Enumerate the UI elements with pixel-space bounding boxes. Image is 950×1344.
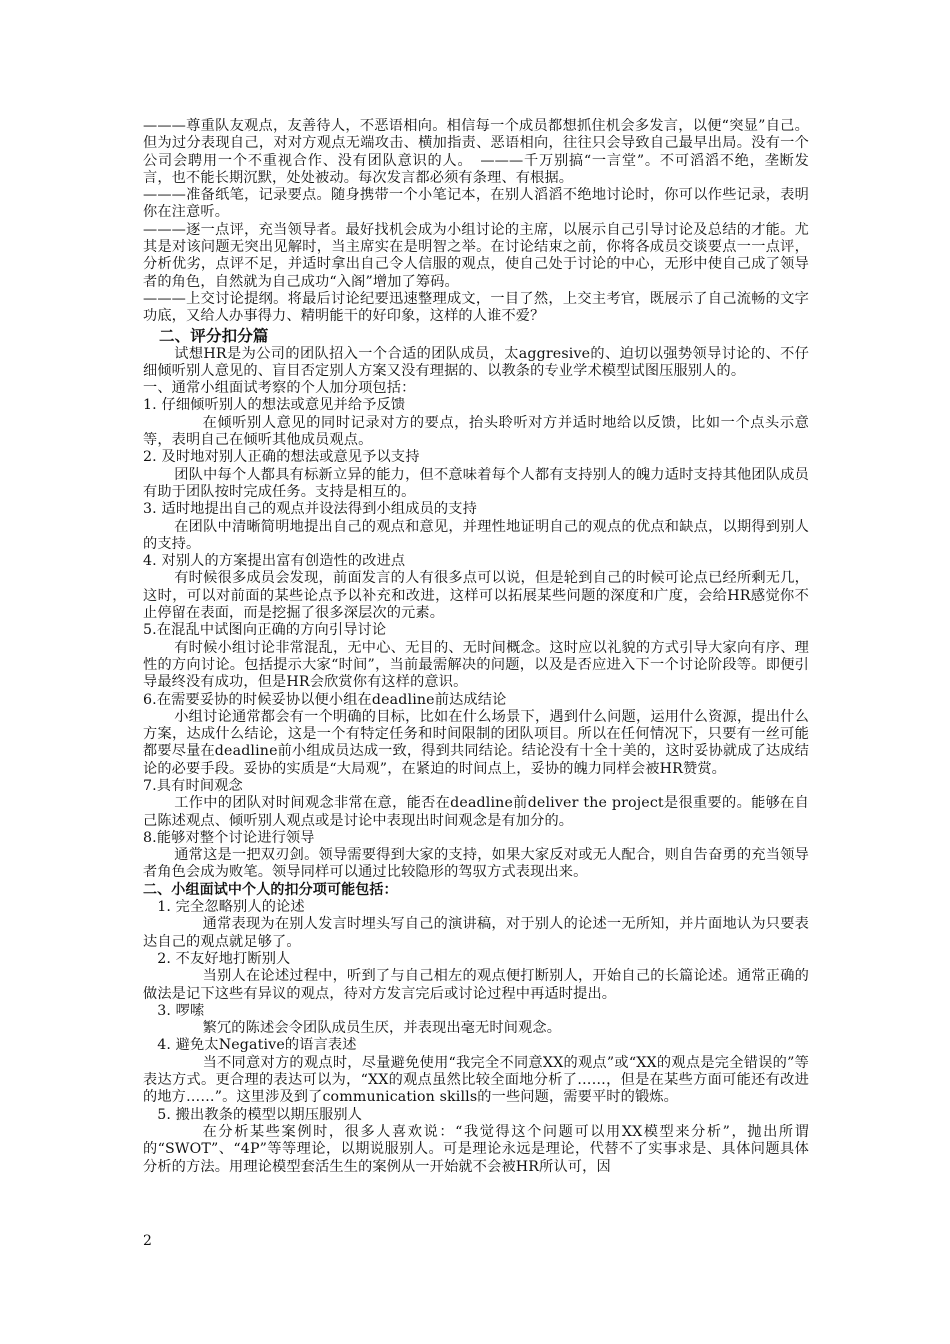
paragraph: 有时候小组讨论非常混乱，无中心、无目的、无时间概念。这时应以礼貌的方式引导大家向有序、理性的方向讨论。包括提示大家“时间”，当前最需解决的问题，以及是否应进入下一个讨论阶段等。即便引导最终没有成功，但是HR会欣赏你有这样的意识。 bbox=[143, 639, 809, 691]
paragraph: 7.具有时间观念 bbox=[143, 777, 243, 794]
paragraph: 当别人在论述过程中，听到了与自己相左的观点便打断别人，开始自己的长篇论述。通常正确的做法是记下这些有异议的观点，待对方发言完后或讨论过程中再适时提出。 bbox=[143, 968, 809, 1002]
paragraph: 在团队中清晰简明地提出自己的观点和意见，并理性地证明自己的观点的优点和缺点，以期得到别人的支持。 bbox=[143, 518, 809, 552]
paragraph: 通常表现为在别人发言时埋头写自己的演讲稿，对于别人的论述一无所知，并片面地认为只要表达自己的观点就足够了。 bbox=[143, 916, 809, 950]
paragraph: 2. 及时地对别人正确的想法或意见予以支持 bbox=[143, 449, 420, 466]
paragraph: 试想HR是为公司的团队招入一个合适的团队成员，太aggresive的、迫切以强势领导讨论的、不仔细倾听别人意见的、盲目否定别人方案又没有理据的、以教条的专业学术模型试图压服别人的。 bbox=[143, 345, 809, 379]
paragraph: 1. 仔细倾听别人的想法或意见并给予反馈 bbox=[143, 397, 406, 414]
paragraph: 在倾听别人意见的同时记录对方的要点，抬头聆听对方并适时地给以反馈，比如一个点头示意等，表明自己在倾听其他成员观点。 bbox=[143, 414, 809, 449]
paragraph: 在分析某些案例时，很多人喜欢说：“我觉得这个问题可以用XX模型来分析”，抛出所谓的“SWOT”、“4P”等等理论，以期说服别人。可是理论永远是理论，代替不了实事求是、具体问题具体分析的方法。用理论模型套活生生的案例从一开始就不会被HR所认可，因 bbox=[143, 1123, 809, 1175]
paragraph: 1. 完全忽略别人的论述 bbox=[157, 899, 305, 916]
paragraph: 3. 适时地提出自己的观点并设法得到小组成员的支持 bbox=[143, 501, 477, 518]
paragraph: 2. 不友好地打断别人 bbox=[157, 950, 291, 967]
paragraph: 繁冗的陈述会令团队成员生厌，并表现出毫无时间观念。 bbox=[202, 1020, 562, 1037]
paragraph: 通常这是一把双刃剑。领导需要得到大家的支持，如果大家反对或无人配合，则自告奋勇的充当领导者角色会成为败笔。领导同样可以通过比较隐形的驾驭方式表现出来。 bbox=[143, 847, 809, 881]
paragraph: ———准备纸笔，记录要点。随身携带一个小笔记本，在别人滔滔不绝地讨论时，你可以作些记录，表明你在注意听。 bbox=[143, 187, 809, 221]
paragraph: 5.在混乱中试图向正确的方向引导讨论 bbox=[143, 622, 387, 639]
paragraph: 一、通常小组面试考察的个人加分项包括： bbox=[143, 380, 416, 397]
paragraph: 4. 对别人的方案提出富有创造性的改进点 bbox=[143, 553, 406, 570]
paragraph: 6.在需要妥协的时候妥协以便小组在deadline前达成结论 bbox=[143, 691, 507, 708]
paragraph: 3. 啰嗦 bbox=[157, 1002, 205, 1019]
paragraph: 4. 避免太Negative的语言表述 bbox=[157, 1037, 357, 1054]
paragraph: ———尊重队友观点，友善待人，不恶语相向。相信每一个成员都想抓住机会多发言，以便“突显”自己。但为过分表现自己，对对方观点无端攻击、横加指责、恶语相向，往往只会导致自己最早出局。没有一个公司会聘用一个不重视合作、没有团队意识的人。 ———千万别搞“一言堂”。不可滔滔不绝，垄断发言，也不能长期沉默，处处被动。每次发言都必须有条理、有根据。 bbox=[143, 118, 809, 186]
paragraph: ———逐一点评，充当领导者。最好找机会成为小组讨论的主席，以展示自己引导讨论及总结的才能。尤其是对该问题无突出见解时，当主席实在是明智之举。在讨论结束之前，你将各成员交谈要点一一点评，分析优劣，点评不足，并适时拿出自己令人信服的观点，使自己处于讨论的中心，无形中使自己成了领导者的角色，自然就为自己成功“入阁”增加了筹码。 bbox=[143, 221, 809, 290]
paragraph: 小组讨论通常都会有一个明确的目标，比如在什么场景下，遇到什么问题，运用什么资源，提出什么方案，达成什么结论，这是一个有特定任务和时间限制的团队项目。所以在任何情况下，只要有一丝可能都要尽量在deadline前小组成员达成一致，得到共同结论。结论没有十全十美的，这时妥协就成了达成结论的必要手段。妥协的实质是“大局观”，在紧迫的时间点上，妥协的魄力同样会被HR赞赏。 bbox=[143, 708, 809, 777]
page-number: 2 bbox=[143, 1233, 152, 1249]
paragraph: 8.能够对整个讨论进行领导 bbox=[143, 829, 315, 846]
paragraph: 5. 搬出教条的模型以期压服别人 bbox=[157, 1106, 363, 1123]
paragraph: ———上交讨论提纲。将最后讨论纪要迅速整理成文，一目了然，上交主考官，既展示了自己流畅的文字功底，又给人办事得力、精明能干的好印象，这样的人谁不爱？ bbox=[143, 290, 809, 325]
paragraph: 团队中每个人都具有标新立异的能力，但不意味着每个人都有支持别人的魄力适时支持其他团队成员有助于团队按时完成任务。支持是相互的。 bbox=[143, 466, 809, 500]
section-heading: 二、评分扣分篇 bbox=[159, 326, 269, 345]
subsection-heading: 二、小组面试中个人的扣分项可能包括： bbox=[143, 881, 398, 898]
paragraph: 工作中的团队对时间观念非常在意，能否在deadline前deliver the project是很重要的。能够在自己陈述观点、倾听别人观点或是讨论中表现出时间观念是有加分的。 bbox=[143, 795, 809, 829]
document-body bbox=[143, 118, 809, 1176]
paragraph: 当不同意对方的观点时，尽量避免使用“我完全不同意XX的观点”或“XX的观点是完全错误的”等表达方式。更合理的表达可以为，“XX的观点虽然比较全面地分析了……，但是在某些方面可能还有改进的地方……”。这里涉及到了communication skills的一些问题，需要平时的锻炼。 bbox=[143, 1054, 809, 1106]
paragraph: 有时候很多成员会发现，前面发言的人有很多点可以说，但是轮到自己的时候可论点已经所剩无几，这时，可以对前面的某些论点予以补充和改进，这样可以拓展某些问题的深度和广度，会给HR感觉你不止停留在表面，而是挖掘了很多深层次的元素。 bbox=[143, 570, 809, 622]
